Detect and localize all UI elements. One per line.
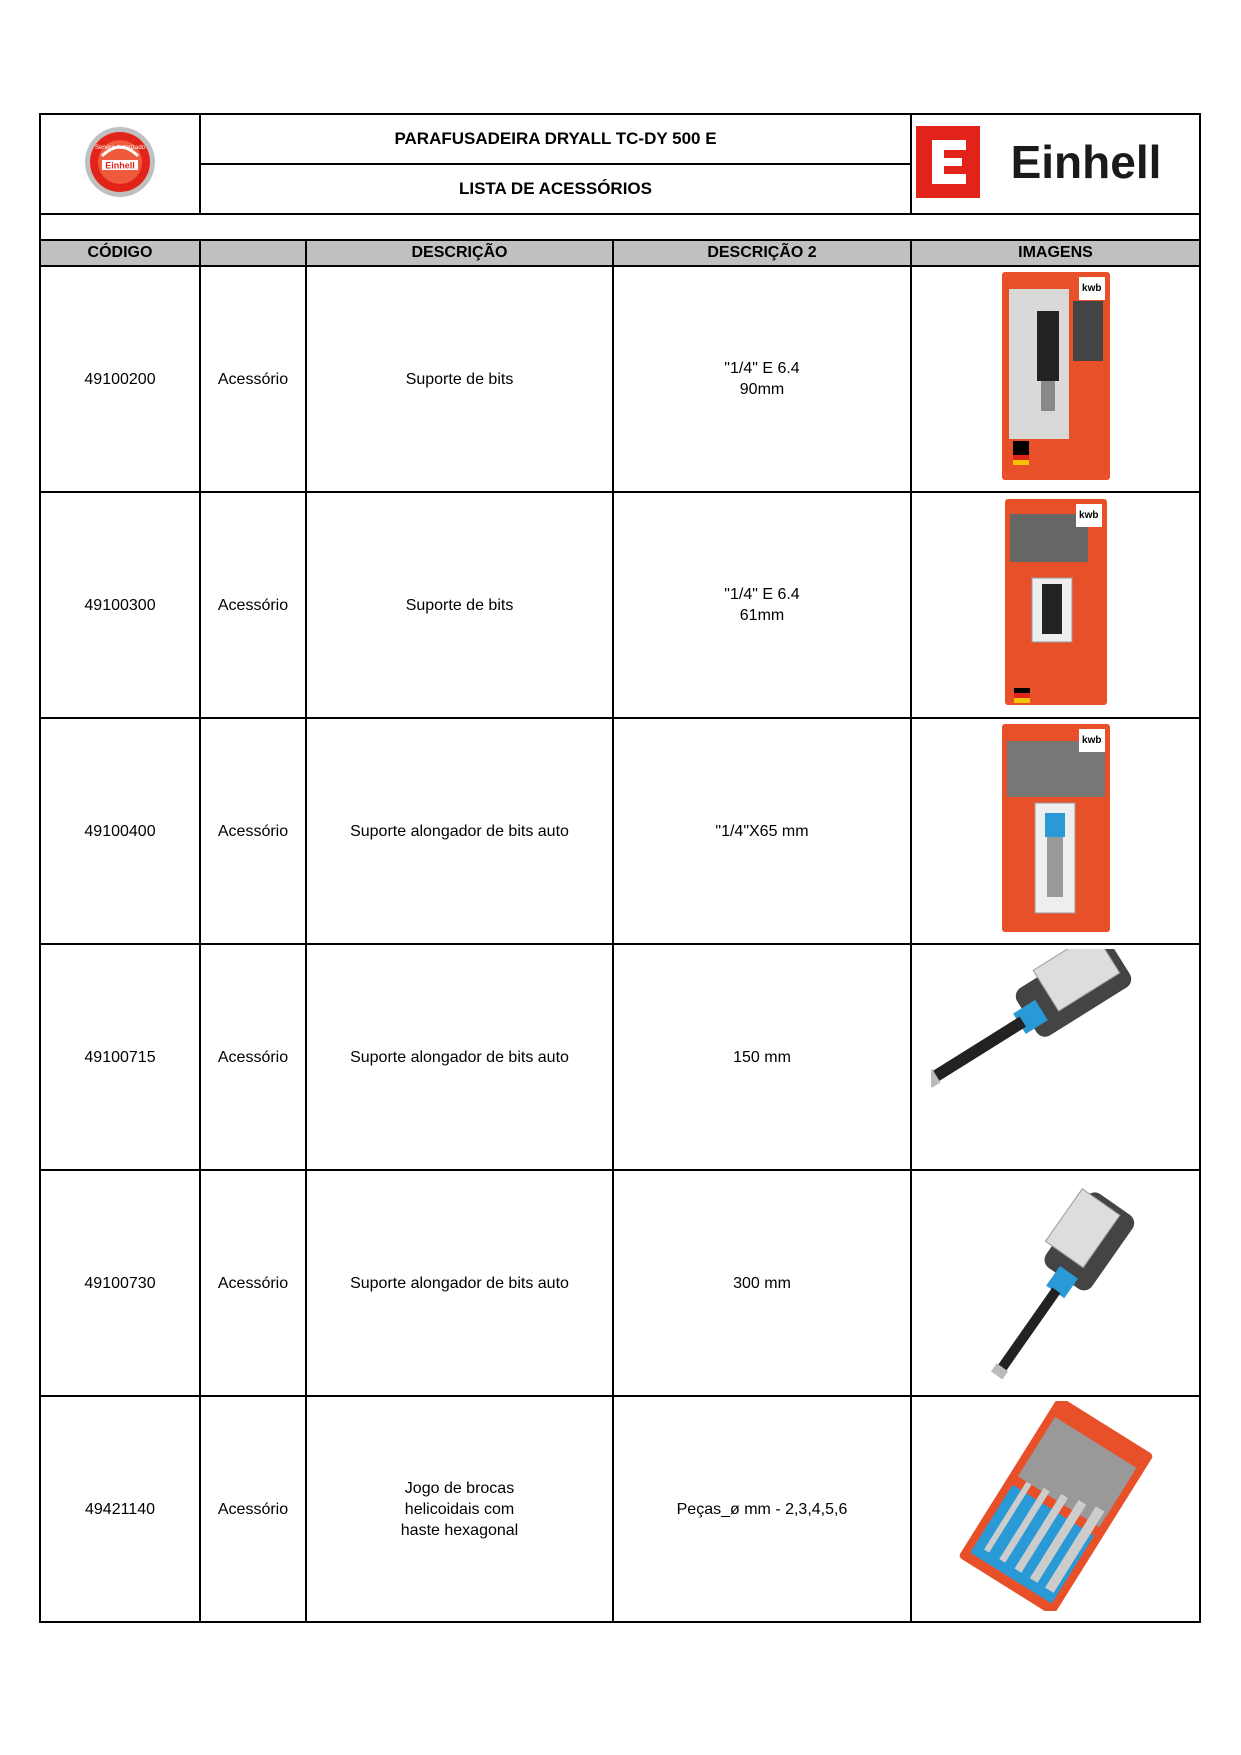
einhell-logo-icon bbox=[914, 116, 1198, 208]
description-2-line: "1/4" E 6.4 bbox=[724, 586, 800, 603]
type-cell: Acessório bbox=[200, 718, 306, 944]
table-row bbox=[40, 266, 1200, 492]
type-cell: Acessório bbox=[200, 492, 306, 718]
image-cell bbox=[911, 492, 1200, 718]
description-2-line: 61mm bbox=[739, 607, 785, 624]
description-cell: Suporte alongador de bits auto bbox=[306, 1170, 613, 1396]
description-line: helicoidais com bbox=[404, 1500, 515, 1518]
header-table bbox=[39, 113, 1201, 241]
col-header-type bbox=[200, 240, 306, 266]
col-header-code: CÓDIGO bbox=[40, 240, 200, 266]
description-cell: Suporte alongador de bits auto bbox=[306, 944, 613, 1170]
type-cell: Acessório bbox=[200, 266, 306, 492]
bit-holder-pack-icon bbox=[1001, 271, 1111, 487]
code-cell: 49100200 bbox=[40, 266, 200, 492]
description-2-line: 90mm bbox=[739, 381, 785, 398]
service-badge-icon bbox=[82, 124, 158, 200]
service-badge-cell bbox=[40, 114, 200, 214]
type-cell: Acessório bbox=[200, 1170, 306, 1396]
table-row bbox=[40, 944, 1200, 1170]
description-2-cell bbox=[613, 718, 911, 944]
kwb-label: kwb bbox=[1076, 504, 1101, 527]
col-header-images: IMAGENS bbox=[911, 240, 1200, 266]
description-2-cell bbox=[613, 1396, 911, 1622]
bit-holder-pack-icon bbox=[1004, 498, 1108, 712]
code-cell: 49100730 bbox=[40, 1170, 200, 1396]
type-cell: Acessório bbox=[200, 944, 306, 1170]
description-2-cell bbox=[613, 944, 911, 1170]
table-row bbox=[40, 492, 1200, 718]
long-extension-holder-icon bbox=[946, 1175, 1166, 1385]
page-subtitle: LISTA DE ACESSÓRIOS bbox=[200, 164, 911, 214]
description-line: haste hexagonal bbox=[400, 1521, 519, 1539]
drill-bit-set-icon bbox=[956, 1401, 1156, 1611]
code-cell: 49100715 bbox=[40, 944, 200, 1170]
document-sheet bbox=[39, 113, 1199, 1623]
kwb-label: kwb bbox=[1079, 277, 1104, 300]
code-cell: 49100400 bbox=[40, 718, 200, 944]
description-2-cell bbox=[613, 1170, 911, 1396]
description-2-cell bbox=[613, 266, 911, 492]
description-2-line: Peças_ø mm - 2,3,4,5,6 bbox=[676, 1500, 848, 1518]
col-header-description: DESCRIÇÃO bbox=[306, 240, 613, 266]
extension-holder-pack-icon bbox=[1001, 723, 1111, 939]
description-2-line: 150 mm bbox=[733, 1048, 791, 1066]
col-header-description-2: DESCRIÇÃO 2 bbox=[613, 240, 911, 266]
description-cell: Suporte de bits bbox=[306, 266, 613, 492]
code-cell: 49421140 bbox=[40, 1396, 200, 1622]
description-cell: Suporte alongador de bits auto bbox=[306, 718, 613, 944]
table-row bbox=[40, 1396, 1200, 1622]
image-cell bbox=[911, 1396, 1200, 1622]
brand-logo-text: Einhell bbox=[1010, 135, 1161, 188]
type-cell: Acessório bbox=[200, 1396, 306, 1622]
description-cell: Suporte de bits bbox=[306, 492, 613, 718]
page-title: PARAFUSADEIRA DRYALL TC-DY 500 E bbox=[200, 114, 911, 164]
table-row bbox=[40, 718, 1200, 944]
image-cell bbox=[911, 944, 1200, 1170]
brand-logo-cell bbox=[911, 114, 1200, 214]
description-line: Jogo de brocas bbox=[404, 1479, 515, 1497]
description-2-line: "1/4" E 6.4 bbox=[724, 360, 800, 377]
accessories-table bbox=[39, 239, 1201, 1623]
image-cell bbox=[911, 1170, 1200, 1396]
description-2-line: 300 mm bbox=[733, 1274, 791, 1292]
badge-service-text: Serviço Autorizado bbox=[94, 144, 146, 151]
badge-brand-text: Einhell bbox=[105, 160, 135, 170]
description-2-cell bbox=[613, 492, 911, 718]
table-row bbox=[40, 1170, 1200, 1396]
spacer-row bbox=[40, 214, 1200, 240]
description-cell bbox=[306, 1396, 613, 1622]
code-cell: 49100300 bbox=[40, 492, 200, 718]
kwb-label: kwb bbox=[1079, 729, 1104, 752]
description-2-line: "1/4"X65 mm bbox=[715, 822, 809, 840]
image-cell bbox=[911, 718, 1200, 944]
image-cell bbox=[911, 266, 1200, 492]
long-extension-holder-icon bbox=[931, 949, 1181, 1159]
